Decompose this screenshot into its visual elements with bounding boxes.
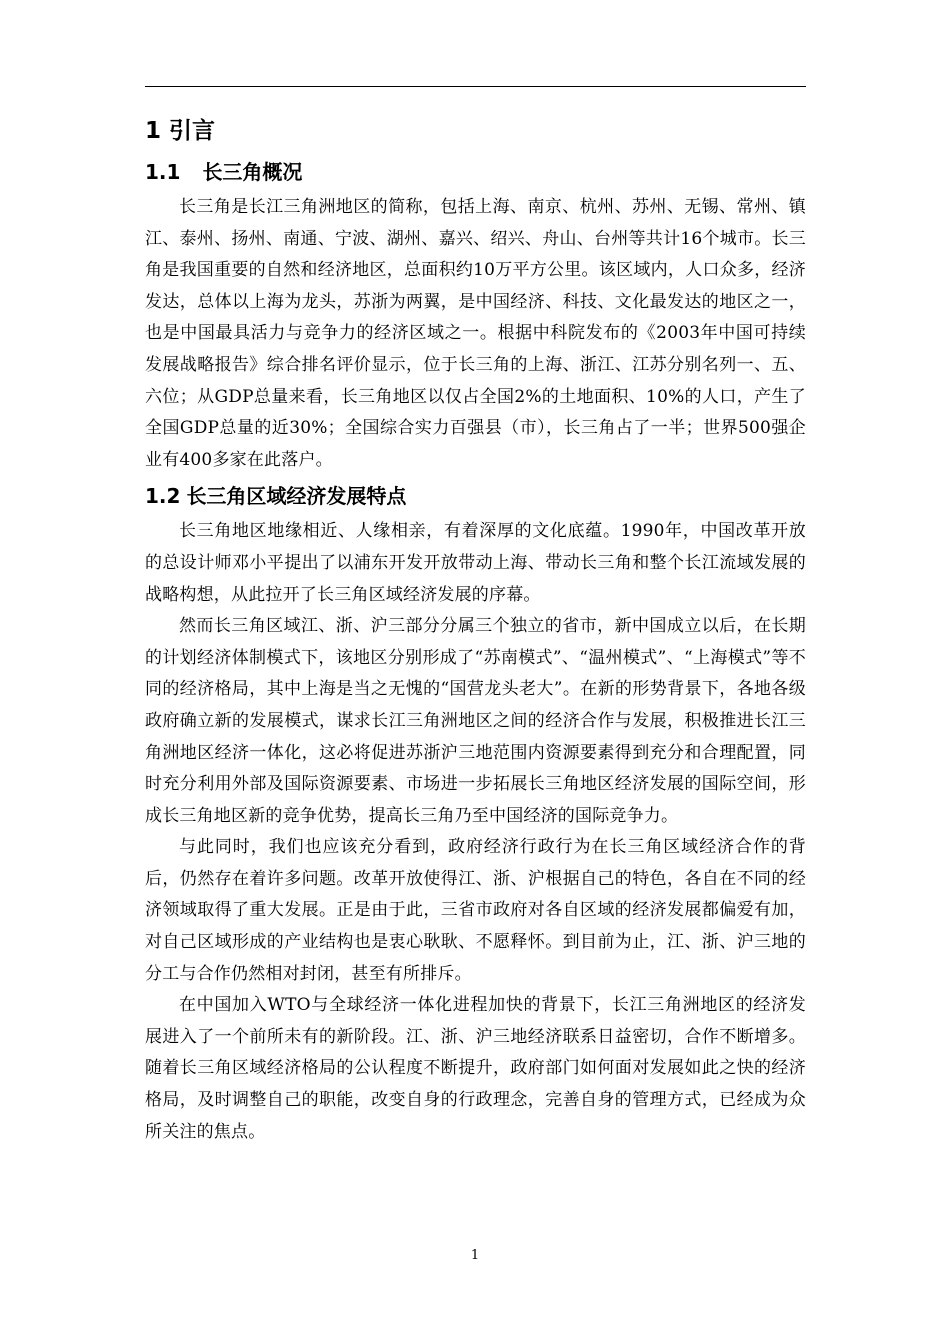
paragraph: 与此同时，我们也应该充分看到，政府经济行政行为在长三角区域经济合作的背后，仍然存在着许多问题。改革开放使得江、浙、沪根据自己的特色，各自在不同的经济领域取得了重大发展。正是由于此，三省市政府对各自区域的经济发展都偏爱有加，对自己区域形成的产业结构也是衷心耿耿、不愿释怀。到目前为止，江、浙、沪三地的分工与合作仍然相对封闭，甚至有所排斥。 bbox=[145, 837, 806, 984]
chapter-number: 1 bbox=[145, 118, 162, 144]
paragraph: 长三角地区地缘相近、人缘相亲，有着深厚的文化底蕴。1990年，中国改革开放的总设计师邓小平提出了以浦东开发开放带动上海、带动长三角和整个长江流域发展的战略构想，从此拉开了长三角区域经济发展的序幕。 bbox=[145, 521, 806, 605]
section-title: 长三角概况 bbox=[202, 160, 303, 184]
page-number: 1 bbox=[470, 1248, 480, 1263]
paragraph: 然而长三角区域江、浙、沪三部分分属三个独立的省市，新中国成立以后，在长期的计划经济体制模式下，该地区分别形成了“苏南模式”、“温州模式”、“上海模式”等不同的经济格局，其中上海是当之无愧的“国营龙头老大”。在新的形势背景下，各地各级政府确立新的发展模式，谋求长江三角洲地区之间的经济合作与发展，积极推进长江三角洲地区经济一体化，这必将促进苏浙沪三地范围内资源要素得到充分和合理配置，同时充分利用外部及国际资源要素、市场进一步拓展长三角地区经济发展的国际空间，形成长三角地区新的竞争优势，提高长三角乃至中国经济的国际竞争力。 bbox=[145, 616, 806, 826]
section-number: 1.2 bbox=[145, 484, 181, 509]
section-number: 1.1 bbox=[145, 160, 181, 184]
section-heading-1-1 bbox=[145, 152, 806, 192]
section-heading-1-2 bbox=[145, 476, 806, 516]
chapter-title: 引言 bbox=[169, 118, 216, 144]
chapter-heading bbox=[145, 110, 806, 152]
header-rule bbox=[145, 86, 806, 87]
paragraph: 在中国加入WTO与全球经济一体化进程加快的背景下，长江三角洲地区的经济发展进入了一个前所未有的新阶段。江、浙、沪三地经济联系日益密切，合作不断增多。随着长三角区域经济格局的公认程度不断提升，政府部门如何面对发展如此之快的经济格局，及时调整自己的职能，改变自身的行政理念，完善自身的管理方式，已经成为众所关注的焦点。 bbox=[145, 995, 806, 1142]
page-content bbox=[145, 110, 806, 1148]
paragraph: 长三角是长江三角洲地区的简称，包括上海、南京、杭州、苏州、无锡、常州、镇江、泰州、扬州、南通、宁波、湖州、嘉兴、绍兴、舟山、台州等共计16个城市。长三角是我国重要的自然和经济地区，总面积约10万平方公里。该区域内，人口众多，经济发达，总体以上海为龙头，苏浙为两翼，是中国经济、科技、文化最发达的地区之一，也是中国最具活力与竞争力的经济区域之一。根据中科院发布的《2003年中国可持续发展战略报告》综合排名评价显示，位于长三角的上海、浙江、江苏分别名列一、五、六位；从GDP总量来看，长三角地区以仅占全国2%的土地面积、10%的人口，产生了全国GDP总量的近30%；全国综合实力百强县（市），长三角占了一半；世界500强企业有400多家在此落户。 bbox=[145, 197, 806, 470]
section-title: 长三角区域经济发展特点 bbox=[186, 484, 407, 509]
